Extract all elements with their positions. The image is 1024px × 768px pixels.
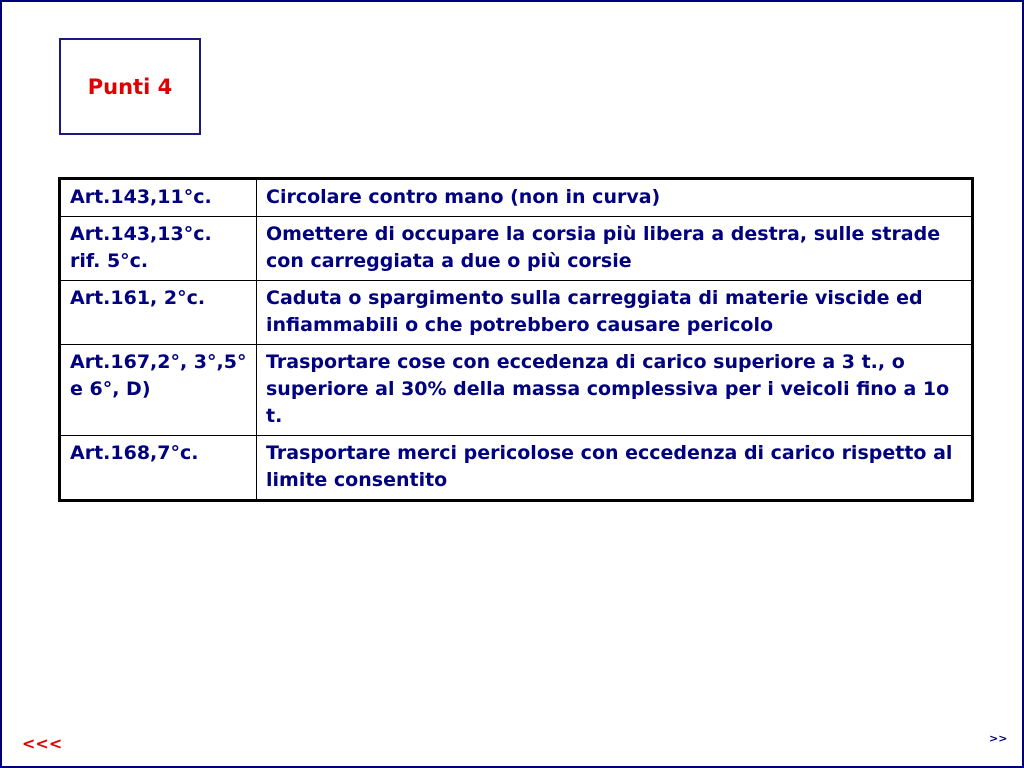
description-cell: Trasportare merci pericolose con eccedenza di carico rispetto al limite consentito (257, 436, 973, 501)
article-cell: Art.167,2°, 3°,5° e 6°, D) (60, 345, 257, 436)
table-row (60, 179, 973, 217)
table-row (60, 436, 973, 501)
article-cell: Art.168,7°c. (60, 436, 257, 501)
description-cell: Omettere di occupare la corsia più libera a destra, sulle strade con carreggiata a due o più corsie (257, 217, 973, 281)
article-cell: Art.143,13°c. rif. 5°c. (60, 217, 257, 281)
article-cell: Art.161, 2°c. (60, 281, 257, 345)
table-row (60, 345, 973, 436)
table-row (60, 217, 973, 281)
article-cell: Art.143,11°c. (60, 179, 257, 217)
description-cell: Trasportare cose con eccedenza di carico superiore a 3 t., o superiore al 30% della massa complessiva per i veicoli fino a 1o t. (257, 345, 973, 436)
score-label: Punti 4 (87, 74, 173, 99)
violations-table (58, 177, 974, 502)
description-cell: Caduta o spargimento sulla carreggiata di materie viscide ed infiammabili o che potrebbero causare pericolo (257, 281, 973, 345)
table-row (60, 281, 973, 345)
next-slide-link[interactable]: >> (989, 732, 1008, 745)
previous-slide-link[interactable]: <<< (22, 734, 63, 753)
description-cell: Circolare contro mano (non in curva) (257, 179, 973, 217)
score-box (59, 38, 201, 135)
